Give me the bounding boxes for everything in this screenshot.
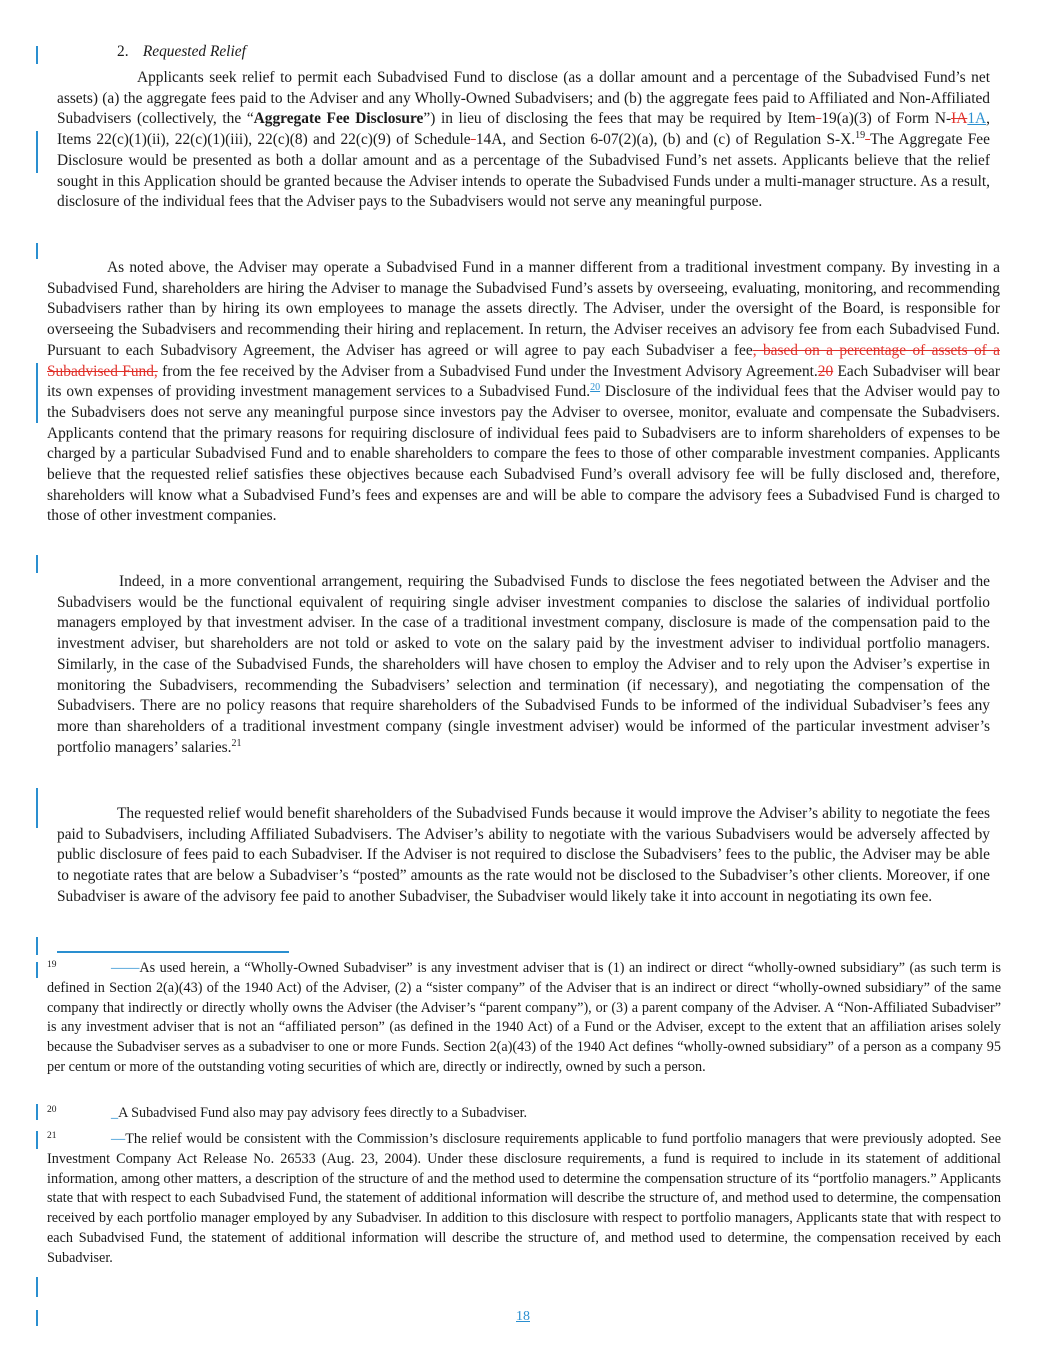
defined-term: Aggregate Fee Disclosure [253,110,424,128]
section-heading [117,43,246,61]
change-bar [36,243,38,259]
para-text: 14A, and Section 6-07(2)(a), (b) and (c) of Regulation S-X. [475,131,856,149]
paragraph-conventional-arrangement [57,572,990,758]
para-text: , Items 22(c)(1)(ii), 22(c)(1)(iii), 22(c)(8) and 22(c)(9) of Schedule [57,110,990,149]
change-bar [36,1104,38,1120]
para-text: Each Subadviser will bear its own expenses of providing investment management services to a Subadvised Fund. [47,362,1000,401]
change-bar [36,131,38,173]
inserted-text: 1A [967,110,987,128]
section-title: Requested Relief [142,43,246,60]
paragraph-requested-relief [57,68,990,213]
footnote-text: As used herein, a “Wholly-Owned Subadviser” is any investment adviser that is (1) an indirect or direct “wholly-owned subsidiary” (as such term is defined in Section 2(a)(43) of the 1940 Act) of the Adviser, (2) a “sister company” of the Adviser that is an indirect or direct “wholly-owned subsidiary” of the same company that indirectly or directly wholly owns the Adviser (the Adviser’s “parent company”), or (3) a parent company of the Adviser. A “Non-Affiliated Subadviser” is any investment adviser that is not an “affiliated person” (as defined in the 1940 Act) of a Fund or the Adviser, except to the extent that an affiliation arises solely because the Subadviser serves as a subadviser to one or more Funds. Section 2(a)(43) of the 1940 Act defines “wholly-owned subsidiary” of a person as a company 95 per centum or more of the outstanding voting securities of which are, directly or indirectly, owned by such a person. [47,960,1001,1075]
para-text: Disclosure of the individual fees that the Adviser would pay to the Subadvisers does not serve any meaningful purpose since investors pay the Adviser to oversee, monitor, evaluate and compensate the Subadvisers. Applicants contend that the primary reasons for requiring disclosure of individual fees paid to Subadvisers are to inform shareholders of expenses to be charged by a particular Subadvised Fund and to enable shareholders to compare the fees to those of other comparable investment companies. Applicants believe that the requested relief satisfies these objectives because each Subadvised Fund’s overall advisory fee will be fully disclosed and, therefore, shareholders will know what a Subadvised Fund’s fees and expenses are and will be able to compare the advisory fees a Subadvised Fund is charged to those of other investment companies. [47,383,1001,525]
change-bar [36,1277,38,1297]
para-text: 19(a)(3) of Form N- [821,110,952,128]
footnote-text: The relief would be consistent with the Commission’s disclosure requirements applicable to fund portfolio managers that were previously adopted. See Investment Company Act Release No. 26533 (Aug. 23, 2004). Under these disclosure requirements, a fund is required to include in its statement of additional information, among other matters, a description of the structure of and the method used to determine the compensation structure of its “portfolio managers.” Applicants state that with respect to each Subadvised Fund, the statement of additional information will describe the structure of, and method used to determine, the compensation received by each portfolio manager employed by any Subadviser. In addition to this disclosure with respect to portfolio managers, Applicants state that with respect to each Subadvised Fund, the statement of additional information will describe the structure of, and method used to determine, the compensation received by each Subadviser. [47,1131,1001,1266]
paragraph-adviser-operations [47,258,1000,527]
footnote-21: 21 —The relief would be consistent with the Commission’s disclosure requirements applicable to fund portfolio managers that were previously adopted. See Investment Company Act Release No. 26533 (Aug. 23, 2004). Under these disclosure requirements, a fund is required to include in its statement of additional information, among other matters, a description of the structure of and the method used to determine the compensation structure of its “portfolio managers.” Applicants state that with respect to each Subadvised Fund, the statement of additional information will describe the structure of, and method used to determine, the compensation received by each portfolio manager employed by any Subadviser. In addition to this disclosure with respect to portfolio managers, Applicants state that with respect to each Subadvised Fund, the statement of additional information will describe the structure of, and method used to determine, the compensation received by each Subadviser. [47,1131,1001,1266]
footnote-ref[interactable]: 21 [231,737,242,749]
para-text: ”) in lieu of disclosing the fees that may be required by Item [423,110,816,128]
para-text: from the fee received by the Adviser from a Subadvised Fund under the Investment Advisory Agreement. [157,362,818,380]
footnote-lead: —— [111,960,140,976]
footnote-ref[interactable]: 19 [855,130,866,142]
change-bar [36,937,38,955]
change-bar [36,962,38,978]
para-text: Indeed, in a more conventional arrangement, requiring the Subadvised Funds to disclose the fees negotiated between the Adviser and the Subadvisers would be the functional equivalent of requiring single adviser investment companies to disclose the salaries of individual portfolio managers employed by that investment adviser. In the case of a traditional investment company, disclosure is made of the compensation paid to the investment adviser, but shareholders are not told or asked to vote on the salary paid by the investment adviser to individual portfolio managers. Similarly, in the case of the Subadvised Funds, the shareholders will have chosen to employ the Adviser and to rely upon the Adviser’s expertise in monitoring the Subadvisers, recommending the Subadvisers’ selection and termination (if necessary), and negotiating the compensation of the Subadvisers. There are no policy reasons that require shareholders of the Subadvised Funds to be informed of the individual Subadviser’s fees any more than shareholders of a traditional investment company (single investment adviser) would be informed of the particular investment adviser’s portfolio managers’ salaries. [57,573,990,756]
paragraph-benefit-shareholders [57,804,990,908]
footnote-lead: — [111,1131,126,1147]
deleted-footnote-ref: 20 [817,362,834,380]
change-bar [36,46,38,64]
page-number: 18 [516,1309,530,1324]
footnote-text: A Subadvised Fund also may pay advisory fees directly to a Subadviser. [118,1105,528,1121]
deleted-text: , based on a percentage of assets of a Subadvised Fund, [47,341,1000,380]
change-bar [36,1131,38,1149]
para-text: As noted above, the Adviser may operate a Subadvised Fund in a manner different from a traditional investment company. By investing in a Subadvised Fund, shareholders are hiring the Adviser to manage the Subadvised Fund’s assets by overseeing, evaluating, monitoring, and recommending Subadvisers rather than by hiring its own employees to manage the assets directly. The Adviser, under the oversight of the Board, is responsible for overseeing the Subadvisers and recommending their hiring and replacement. In return, the Adviser receives an advisory fee from each Subadvised Fund. Pursuant to each Subadvisory Agreement, the Adviser has agreed or will agree to pay each Subadviser a fee [47,259,1000,359]
para-text: The Aggregate Fee Disclosure would be presented as both a dollar amount and as a percentage of the Subadvised Fund’s net assets. Applicants believe that the relief sought in this Application should be granted because the Adviser intends to operate the Subadvised Funds under a multi-manager structure. As a result, disclosure of the individual fees that the Adviser pays to the Subadvisers would not serve any meaningful purpose. [57,131,990,211]
deleted-text: IA [951,110,968,128]
para-text: The requested relief would benefit shareholders of the Subadvised Funds because it would improve the Adviser’s ability to negotiate the fees paid to Subadvisers, including Affiliated Subadvisers. The Adviser’s ability to negotiate with the various Subadvisers would be adversely affected by public disclosure of fees paid to each Subadviser. If the Adviser is not required to disclose the Subadvisers’ fees to the public, the Adviser may be able to negotiate rates that are below a Subadviser’s “posted” amounts as the rate would not be disclosed to the Subadviser’s other clients. Moreover, if one Subadviser is aware of the advisory fee paid to another Subadviser, the Subadviser would likely take it into account in negotiating its own fee. [57,805,990,905]
footnote-separator [57,951,289,953]
footnote-19: 19 ——As used herein, a “Wholly-Owned Subadviser” is any investment adviser that is (1) an indirect or direct “wholly-owned subsidiary” (as such term is defined in Section 2(a)(43) of the 1940 Act) of the Adviser, (2) a “sister company” of the Adviser that is an indirect or direct “wholly-owned subsidiary” of the same company that indirectly or directly wholly owns the Adviser (the Adviser’s “parent company”), or (3) a parent company of the Adviser. A “Non-Affiliated Subadviser” is any investment adviser that is not an “affiliated person” (as defined in the 1940 Act) of a Fund or the Adviser, except to the extent that an affiliation arises solely because the Subadviser serves as a subadviser to one or more Funds. Section 2(a)(43) of the 1940 Act defines “wholly-owned subsidiary” of a person as a company 95 per centum or more of the outstanding voting securities of which are, directly or indirectly, owned by such a person. [47,960,1001,1075]
change-bar [36,555,38,573]
para-text: Applicants seek relief to permit each Subadvised Fund to disclose (as a dollar amount and a percentage of the Subadvised Fund’s net assets) (a) the aggregate fees paid to the Adviser and any Wholly-Owned Subadvisers; and (b) the aggregate fees paid to Affiliated and Non-Affiliated Subadvisers (collectively, the “ [57,69,990,128]
change-bar [36,363,38,423]
change-bar [36,1310,38,1326]
change-bar [36,788,38,828]
footnote-lead: _ [111,1105,119,1121]
footnote-20: 20 _A Subadvised Fund also may pay advisory fees directly to a Subadviser. [47,1105,528,1121]
section-number: 2. [117,43,129,60]
footnote-ref[interactable]: 20 [590,382,601,394]
